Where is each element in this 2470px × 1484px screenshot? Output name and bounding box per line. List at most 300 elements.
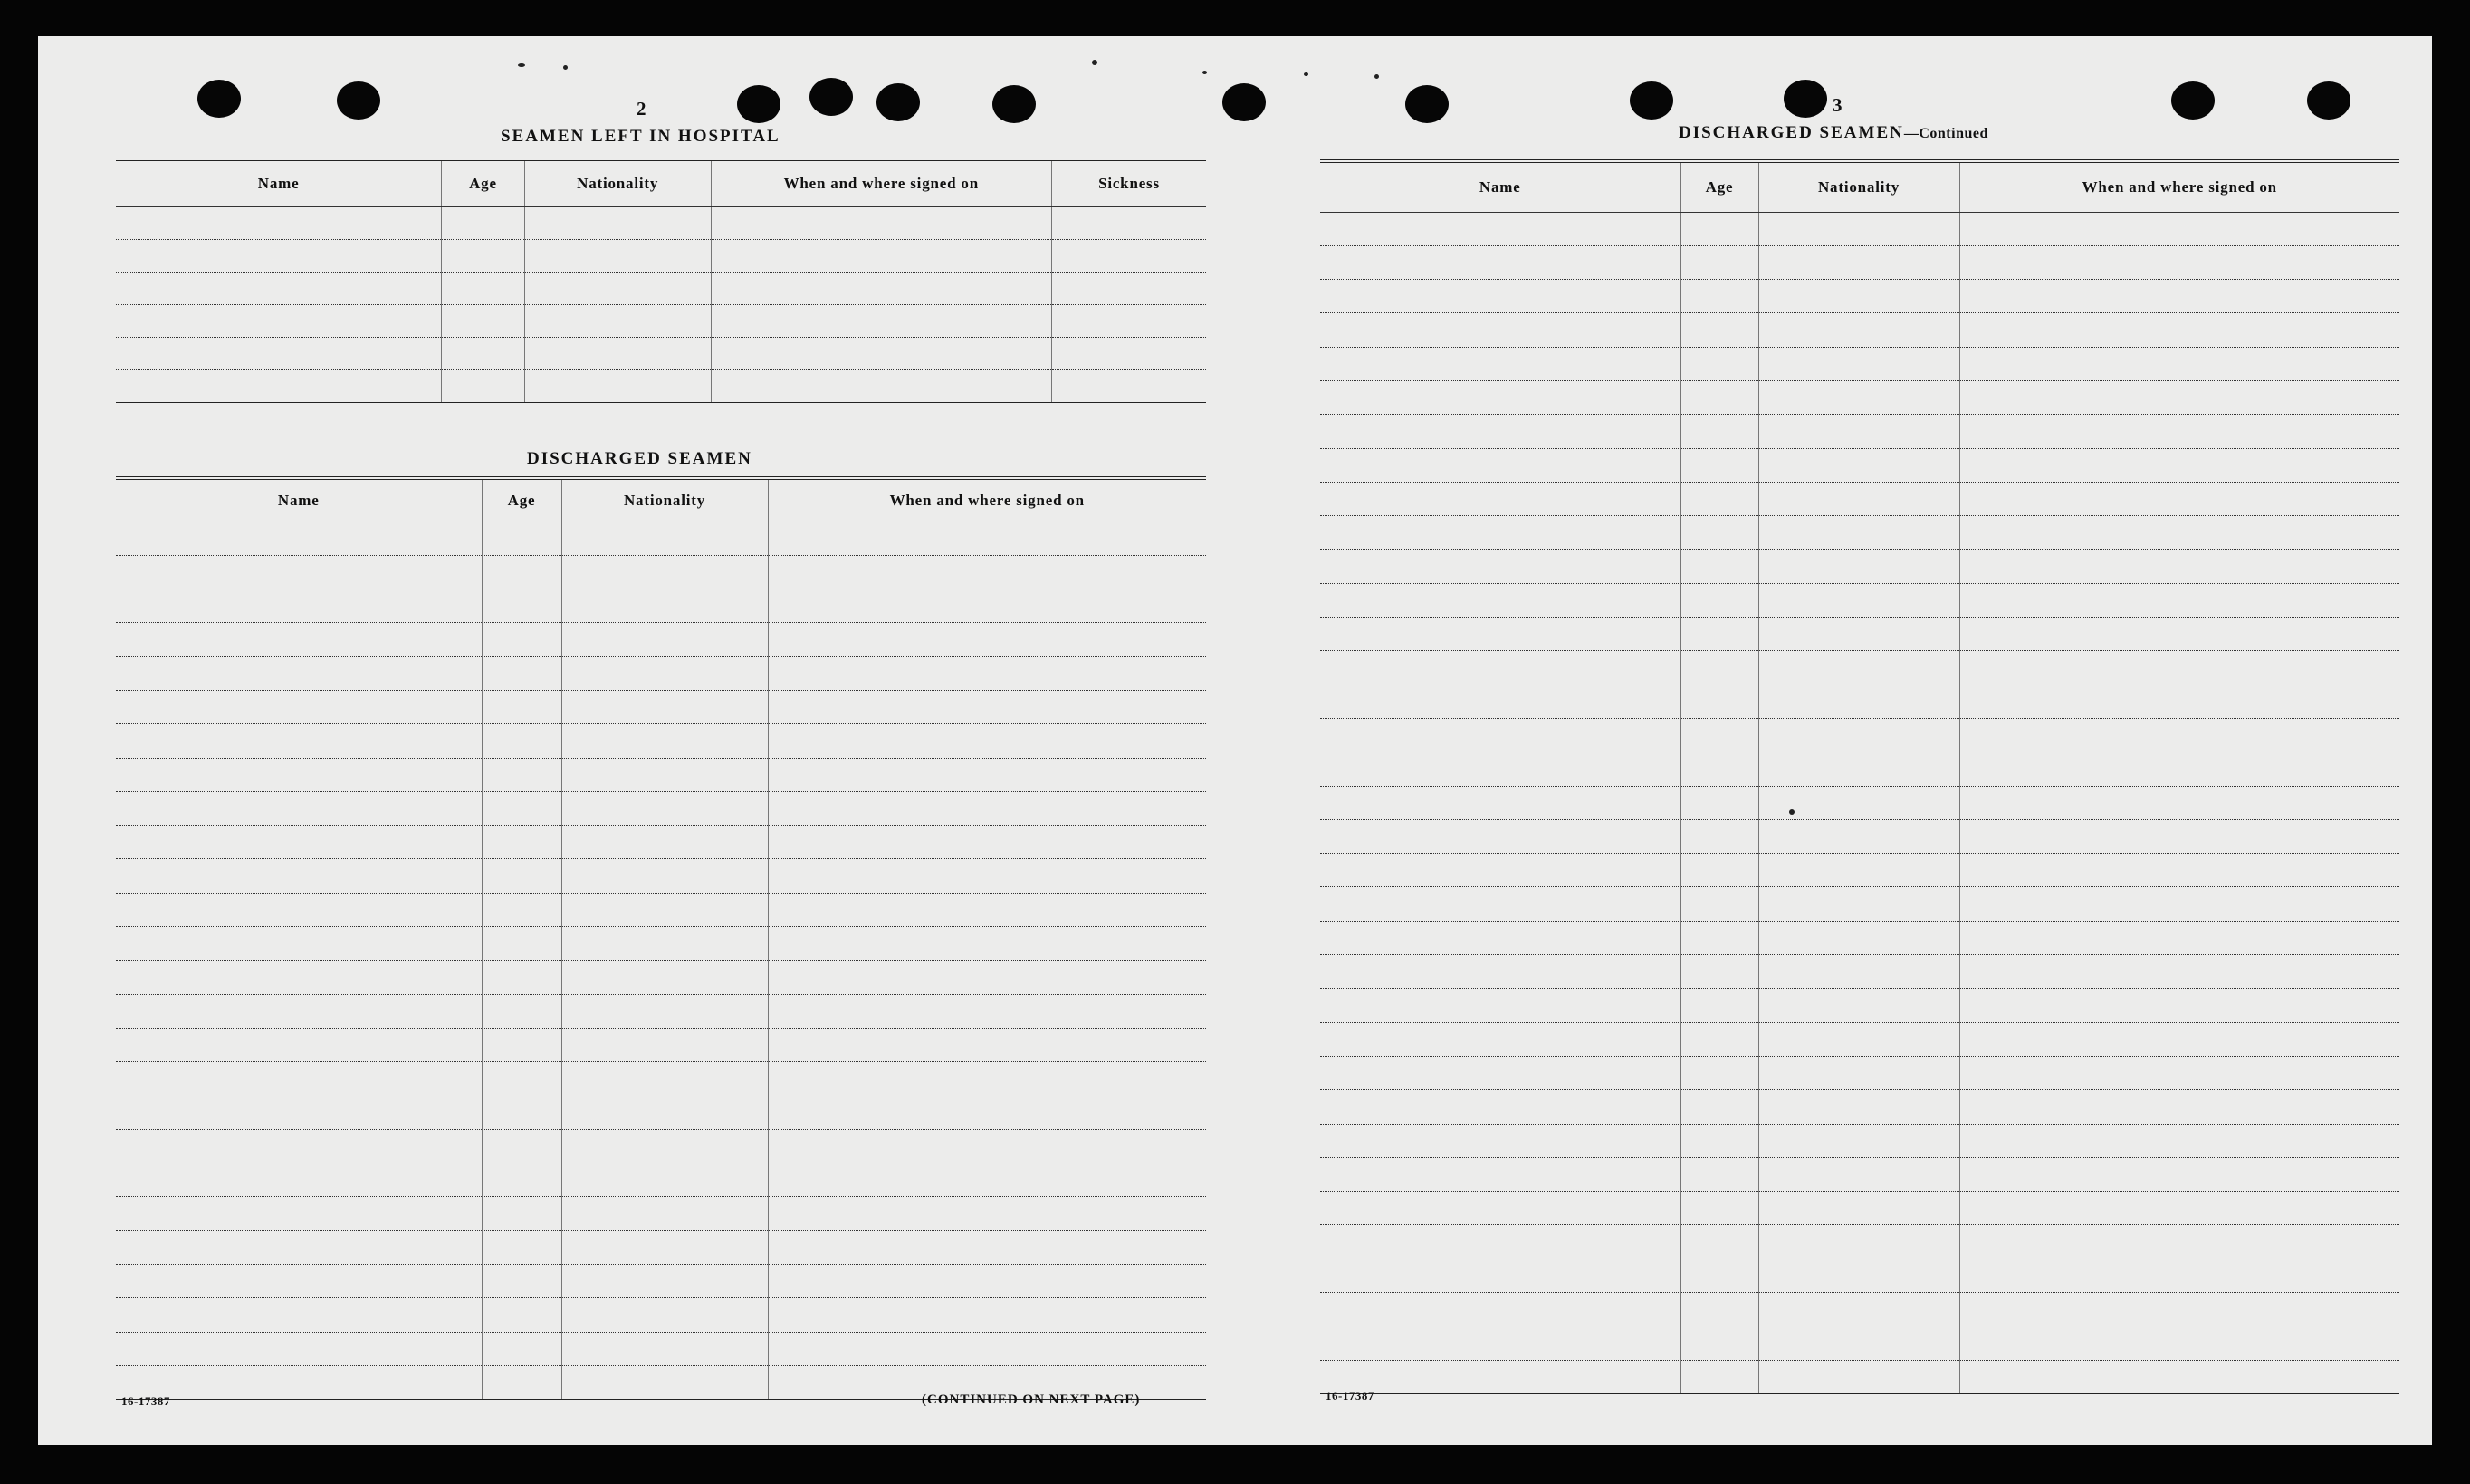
blank-cell[interactable] (1959, 786, 2399, 819)
blank-cell[interactable] (1758, 245, 1959, 279)
blank-cell[interactable] (1680, 1259, 1758, 1292)
blank-cell[interactable] (711, 369, 1051, 402)
blank-cell[interactable] (1959, 583, 2399, 617)
blank-cell[interactable] (1758, 718, 1959, 752)
blank-cell[interactable] (1959, 415, 2399, 448)
blank-cell[interactable] (1758, 347, 1959, 380)
binder-hole (197, 80, 241, 118)
blank-form-row (1320, 245, 2399, 279)
blank-cell[interactable] (1959, 887, 2399, 921)
blank-cell[interactable] (768, 656, 1206, 690)
blank-cell[interactable] (561, 1298, 768, 1332)
blank-cell[interactable] (482, 1298, 561, 1332)
blank-cell[interactable] (1680, 989, 1758, 1022)
blank-cell[interactable] (1680, 415, 1758, 448)
blank-cell[interactable] (768, 623, 1206, 656)
blank-cell[interactable] (1680, 245, 1758, 279)
blank-cell[interactable] (482, 1096, 561, 1129)
blank-cell[interactable] (1320, 550, 1680, 583)
blank-cell[interactable] (116, 1230, 482, 1264)
blank-cell[interactable] (1758, 1259, 1959, 1292)
blank-cell[interactable] (1680, 1360, 1758, 1393)
blank-cell[interactable] (711, 206, 1051, 239)
blank-cell[interactable] (1680, 380, 1758, 414)
blank-cell[interactable] (1758, 380, 1959, 414)
blank-cell[interactable] (482, 927, 561, 961)
blank-cell[interactable] (482, 555, 561, 589)
blank-cell[interactable] (1320, 786, 1680, 819)
blank-cell[interactable] (768, 1298, 1206, 1332)
blank-cell[interactable] (1959, 752, 2399, 786)
blank-cell[interactable] (1320, 618, 1680, 651)
blank-cell[interactable] (442, 369, 524, 402)
blank-cell[interactable] (1959, 1326, 2399, 1360)
blank-cell[interactable] (116, 1197, 482, 1230)
blank-cell[interactable] (1320, 955, 1680, 989)
blank-cell[interactable] (1320, 380, 1680, 414)
blank-cell[interactable] (1959, 1293, 2399, 1326)
blank-cell[interactable] (442, 337, 524, 369)
blank-cell[interactable] (1051, 337, 1206, 369)
blank-cell[interactable] (1959, 482, 2399, 515)
blank-cell[interactable] (1320, 280, 1680, 313)
blank-cell[interactable] (561, 1129, 768, 1163)
blank-cell[interactable] (711, 304, 1051, 337)
blank-cell[interactable] (1758, 685, 1959, 718)
blank-cell[interactable] (1680, 752, 1758, 786)
blank-cell[interactable] (482, 522, 561, 555)
blank-form-row (1320, 887, 2399, 921)
blank-cell[interactable] (1320, 415, 1680, 448)
blank-cell[interactable] (1051, 272, 1206, 304)
blank-cell[interactable] (768, 994, 1206, 1028)
blank-cell[interactable] (1758, 651, 1959, 685)
blank-cell[interactable] (561, 927, 768, 961)
blank-cell[interactable] (1051, 369, 1206, 402)
blank-cell[interactable] (561, 961, 768, 994)
blank-cell[interactable] (1758, 550, 1959, 583)
blank-cell[interactable] (1680, 212, 1758, 245)
blank-cell[interactable] (1959, 1124, 2399, 1157)
blank-cell[interactable] (482, 1332, 561, 1365)
blank-cell[interactable] (442, 304, 524, 337)
blank-cell[interactable] (1758, 1056, 1959, 1089)
blank-cell[interactable] (1680, 280, 1758, 313)
blank-cell[interactable] (116, 994, 482, 1028)
blank-cell[interactable] (1758, 1326, 1959, 1360)
blank-cell[interactable] (768, 859, 1206, 893)
blank-cell[interactable] (1758, 819, 1959, 853)
blank-cell[interactable] (442, 239, 524, 272)
blank-cell[interactable] (1051, 304, 1206, 337)
blank-cell[interactable] (1680, 887, 1758, 921)
blank-cell[interactable] (1680, 482, 1758, 515)
blank-cell[interactable] (768, 893, 1206, 926)
blank-cell[interactable] (1680, 1124, 1758, 1157)
blank-cell[interactable] (524, 239, 711, 272)
blank-cell[interactable] (482, 690, 561, 723)
blank-cell[interactable] (482, 758, 561, 791)
blank-cell[interactable] (1680, 1293, 1758, 1326)
blank-cell[interactable] (561, 724, 768, 758)
blank-cell[interactable] (442, 272, 524, 304)
blank-cell[interactable] (524, 337, 711, 369)
column-header-age: Age (442, 159, 524, 206)
blank-cell[interactable] (1758, 1124, 1959, 1157)
blank-cell[interactable] (1959, 618, 2399, 651)
blank-cell[interactable] (482, 1129, 561, 1163)
blank-cell[interactable] (768, 1265, 1206, 1298)
blank-cell[interactable] (1320, 482, 1680, 515)
blank-cell[interactable] (561, 522, 768, 555)
blank-cell[interactable] (1758, 415, 1959, 448)
blank-cell[interactable] (482, 961, 561, 994)
blank-cell[interactable] (768, 791, 1206, 825)
blank-cell[interactable] (116, 1062, 482, 1096)
blank-cell[interactable] (116, 656, 482, 690)
blank-cell[interactable] (116, 206, 442, 239)
blank-cell[interactable] (768, 555, 1206, 589)
blank-cell[interactable] (1051, 239, 1206, 272)
blank-cell[interactable] (1320, 448, 1680, 482)
blank-cell[interactable] (1758, 448, 1959, 482)
blank-cell[interactable] (116, 589, 482, 623)
blank-cell[interactable] (561, 859, 768, 893)
blank-cell[interactable] (768, 961, 1206, 994)
column-header-name: Name (116, 159, 442, 206)
blank-cell[interactable] (524, 272, 711, 304)
blank-cell[interactable] (1320, 1293, 1680, 1326)
blank-cell[interactable] (1320, 212, 1680, 245)
blank-cell[interactable] (482, 589, 561, 623)
blank-cell[interactable] (1680, 651, 1758, 685)
blank-cell[interactable] (1680, 1192, 1758, 1225)
blank-cell[interactable] (116, 826, 482, 859)
blank-cell[interactable] (1758, 1022, 1959, 1056)
blank-cell[interactable] (561, 758, 768, 791)
blank-cell[interactable] (1959, 245, 2399, 279)
blank-cell[interactable] (1959, 347, 2399, 380)
blank-cell[interactable] (768, 522, 1206, 555)
blank-cell[interactable] (561, 555, 768, 589)
blank-cell[interactable] (1959, 921, 2399, 954)
blank-form-row (1320, 1090, 2399, 1124)
blank-cell[interactable] (116, 304, 442, 337)
blank-cell[interactable] (116, 1332, 482, 1365)
blank-cell[interactable] (1758, 854, 1959, 887)
blank-cell[interactable] (116, 1163, 482, 1197)
blank-form-row (1320, 1124, 2399, 1157)
column-header-sickness: Sickness (1051, 159, 1206, 206)
blank-cell[interactable] (1959, 448, 2399, 482)
blank-cell[interactable] (524, 304, 711, 337)
blank-cell[interactable] (768, 589, 1206, 623)
blank-cell[interactable] (1051, 206, 1206, 239)
blank-cell[interactable] (1959, 1360, 2399, 1393)
blank-cell[interactable] (116, 1028, 482, 1061)
binder-hole (992, 85, 1036, 123)
blank-cell[interactable] (1320, 1124, 1680, 1157)
blank-cell[interactable] (1320, 1056, 1680, 1089)
blank-cell[interactable] (561, 791, 768, 825)
blank-cell[interactable] (1959, 685, 2399, 718)
column-header-signed-on: When and where signed on (1959, 161, 2399, 212)
blank-form-row (1320, 1293, 2399, 1326)
blank-cell[interactable] (768, 690, 1206, 723)
blank-cell[interactable] (561, 1265, 768, 1298)
blank-cell[interactable] (116, 893, 482, 926)
blank-cell[interactable] (1680, 955, 1758, 989)
blank-cell[interactable] (561, 826, 768, 859)
blank-cell[interactable] (1959, 313, 2399, 347)
blank-cell[interactable] (1758, 482, 1959, 515)
blank-cell[interactable] (1320, 1022, 1680, 1056)
blank-cell[interactable] (1680, 1022, 1758, 1056)
blank-cell[interactable] (561, 1197, 768, 1230)
blank-cell[interactable] (561, 690, 768, 723)
blank-cell[interactable] (1680, 313, 1758, 347)
blank-cell[interactable] (1320, 1326, 1680, 1360)
blank-cell[interactable] (561, 656, 768, 690)
blank-cell[interactable] (1680, 347, 1758, 380)
blank-cell[interactable] (116, 623, 482, 656)
blank-cell[interactable] (1959, 1056, 2399, 1089)
blank-cell[interactable] (1758, 280, 1959, 313)
blank-cell[interactable] (1758, 921, 1959, 954)
blank-cell[interactable] (1959, 1090, 2399, 1124)
blank-cell[interactable] (1758, 618, 1959, 651)
blank-cell[interactable] (1320, 1157, 1680, 1191)
blank-cell[interactable] (768, 826, 1206, 859)
blank-cell[interactable] (1320, 583, 1680, 617)
blank-form-row (1320, 415, 2399, 448)
blank-cell[interactable] (442, 206, 524, 239)
blank-cell[interactable] (1959, 1225, 2399, 1259)
blank-cell[interactable] (482, 623, 561, 656)
blank-cell[interactable] (1758, 1192, 1959, 1225)
blank-cell[interactable] (561, 1230, 768, 1264)
blank-cell[interactable] (116, 555, 482, 589)
blank-cell[interactable] (116, 337, 442, 369)
binder-hole (737, 85, 780, 123)
blank-cell[interactable] (768, 758, 1206, 791)
discharged-section-title: DISCHARGED SEAMEN (527, 449, 752, 468)
blank-cell[interactable] (482, 859, 561, 893)
blank-form-row (116, 522, 1206, 555)
blank-cell[interactable] (116, 791, 482, 825)
blank-cell[interactable] (1758, 1090, 1959, 1124)
blank-cell[interactable] (561, 1332, 768, 1365)
blank-cell[interactable] (768, 724, 1206, 758)
blank-cell[interactable] (768, 1129, 1206, 1163)
blank-cell[interactable] (1959, 380, 2399, 414)
blank-cell[interactable] (1758, 583, 1959, 617)
blank-cell[interactable] (116, 724, 482, 758)
blank-cell[interactable] (1758, 955, 1959, 989)
blank-cell[interactable] (1680, 1225, 1758, 1259)
form-sheet (38, 36, 2432, 1445)
blank-cell[interactable] (1320, 1225, 1680, 1259)
blank-cell[interactable] (116, 1298, 482, 1332)
blank-cell[interactable] (561, 1028, 768, 1061)
blank-cell[interactable] (116, 927, 482, 961)
blank-cell[interactable] (561, 994, 768, 1028)
blank-cell[interactable] (561, 1062, 768, 1096)
blank-cell[interactable] (1680, 921, 1758, 954)
blank-cell[interactable] (1680, 1090, 1758, 1124)
blank-cell[interactable] (1959, 1157, 2399, 1191)
blank-cell[interactable] (1320, 921, 1680, 954)
blank-cell[interactable] (116, 1365, 482, 1399)
blank-cell[interactable] (482, 656, 561, 690)
blank-cell[interactable] (1680, 583, 1758, 617)
blank-cell[interactable] (1680, 685, 1758, 718)
blank-cell[interactable] (1680, 550, 1758, 583)
blank-cell[interactable] (1320, 718, 1680, 752)
blank-cell[interactable] (1758, 752, 1959, 786)
blank-cell[interactable] (482, 893, 561, 926)
blank-cell[interactable] (524, 206, 711, 239)
blank-cell[interactable] (116, 1129, 482, 1163)
blank-cell[interactable] (116, 961, 482, 994)
blank-cell[interactable] (1959, 1192, 2399, 1225)
blank-cell[interactable] (1959, 718, 2399, 752)
blank-cell[interactable] (561, 1163, 768, 1197)
blank-cell[interactable] (1320, 854, 1680, 887)
blank-cell[interactable] (116, 239, 442, 272)
blank-cell[interactable] (1320, 685, 1680, 718)
blank-cell[interactable] (768, 1332, 1206, 1365)
blank-cell[interactable] (1680, 819, 1758, 853)
blank-cell[interactable] (1320, 651, 1680, 685)
blank-cell[interactable] (711, 239, 1051, 272)
blank-cell[interactable] (1959, 651, 2399, 685)
blank-cell[interactable] (1320, 245, 1680, 279)
blank-cell[interactable] (1959, 819, 2399, 853)
blank-cell[interactable] (1959, 989, 2399, 1022)
blank-cell[interactable] (1959, 1022, 2399, 1056)
blank-cell[interactable] (1758, 212, 1959, 245)
blank-cell[interactable] (768, 1096, 1206, 1129)
blank-cell[interactable] (1320, 313, 1680, 347)
continued-note: (CONTINUED ON NEXT PAGE) (922, 1393, 1141, 1407)
blank-cell[interactable] (1680, 1157, 1758, 1191)
blank-cell[interactable] (482, 1062, 561, 1096)
blank-cell[interactable] (768, 1163, 1206, 1197)
ink-speck (1202, 71, 1207, 74)
blank-cell[interactable] (482, 1163, 561, 1197)
blank-cell[interactable] (1680, 1326, 1758, 1360)
blank-cell[interactable] (1680, 448, 1758, 482)
blank-cell[interactable] (1680, 718, 1758, 752)
blank-cell[interactable] (524, 369, 711, 402)
blank-cell[interactable] (1758, 1293, 1959, 1326)
blank-cell[interactable] (1680, 854, 1758, 887)
blank-cell[interactable] (116, 1265, 482, 1298)
blank-cell[interactable] (482, 826, 561, 859)
blank-cell[interactable] (1758, 313, 1959, 347)
blank-cell[interactable] (768, 927, 1206, 961)
blank-cell[interactable] (482, 1028, 561, 1061)
blank-cell[interactable] (116, 369, 442, 402)
blank-cell[interactable] (768, 1197, 1206, 1230)
blank-cell[interactable] (711, 272, 1051, 304)
blank-cell[interactable] (116, 859, 482, 893)
blank-cell[interactable] (482, 1265, 561, 1298)
blank-cell[interactable] (116, 272, 442, 304)
blank-cell[interactable] (116, 522, 482, 555)
blank-cell[interactable] (1320, 819, 1680, 853)
blank-cell[interactable] (561, 589, 768, 623)
blank-cell[interactable] (1758, 887, 1959, 921)
blank-cell[interactable] (482, 994, 561, 1028)
blank-cell[interactable] (1758, 1225, 1959, 1259)
blank-cell[interactable] (561, 623, 768, 656)
blank-cell[interactable] (1959, 550, 2399, 583)
blank-cell[interactable] (1758, 1360, 1959, 1393)
blank-cell[interactable] (1758, 1157, 1959, 1191)
blank-cell[interactable] (1320, 1192, 1680, 1225)
blank-cell[interactable] (561, 1365, 768, 1399)
blank-cell[interactable] (1959, 280, 2399, 313)
blank-form-row (116, 724, 1206, 758)
hospital-table (116, 158, 1206, 403)
blank-cell[interactable] (482, 1197, 561, 1230)
blank-cell[interactable] (1758, 989, 1959, 1022)
blank-cell[interactable] (768, 1230, 1206, 1264)
blank-cell[interactable] (561, 893, 768, 926)
blank-cell[interactable] (1320, 1090, 1680, 1124)
blank-form-row (1320, 1056, 2399, 1089)
blank-cell[interactable] (561, 1096, 768, 1129)
blank-cell[interactable] (1758, 786, 1959, 819)
blank-form-row (116, 1028, 1206, 1061)
blank-cell[interactable] (1959, 955, 2399, 989)
blank-cell[interactable] (1680, 786, 1758, 819)
blank-cell[interactable] (1959, 1259, 2399, 1292)
blank-cell[interactable] (1680, 1056, 1758, 1089)
blank-cell[interactable] (482, 1365, 561, 1399)
blank-form-row (1320, 618, 2399, 651)
blank-cell[interactable] (768, 1062, 1206, 1096)
blank-cell[interactable] (1320, 989, 1680, 1022)
blank-cell[interactable] (1758, 516, 1959, 550)
blank-cell[interactable] (1320, 1259, 1680, 1292)
blank-cell[interactable] (1320, 516, 1680, 550)
blank-cell[interactable] (116, 1096, 482, 1129)
blank-cell[interactable] (1680, 516, 1758, 550)
page-number-right: 3 (1833, 94, 1843, 116)
blank-cell[interactable] (768, 1028, 1206, 1061)
blank-cell[interactable] (1680, 618, 1758, 651)
column-header-signed-on: When and where signed on (768, 478, 1206, 522)
blank-form-row (1320, 1022, 2399, 1056)
blank-cell[interactable] (1320, 752, 1680, 786)
blank-cell[interactable] (1959, 854, 2399, 887)
blank-cell[interactable] (482, 1230, 561, 1264)
blank-form-row (1320, 583, 2399, 617)
blank-cell[interactable] (116, 690, 482, 723)
blank-cell[interactable] (116, 758, 482, 791)
blank-cell[interactable] (711, 337, 1051, 369)
blank-cell[interactable] (482, 791, 561, 825)
blank-cell[interactable] (1959, 212, 2399, 245)
blank-cell[interactable] (482, 724, 561, 758)
blank-cell[interactable] (1959, 516, 2399, 550)
blank-cell[interactable] (1320, 347, 1680, 380)
blank-cell[interactable] (1320, 887, 1680, 921)
blank-form-row (116, 1163, 1206, 1197)
